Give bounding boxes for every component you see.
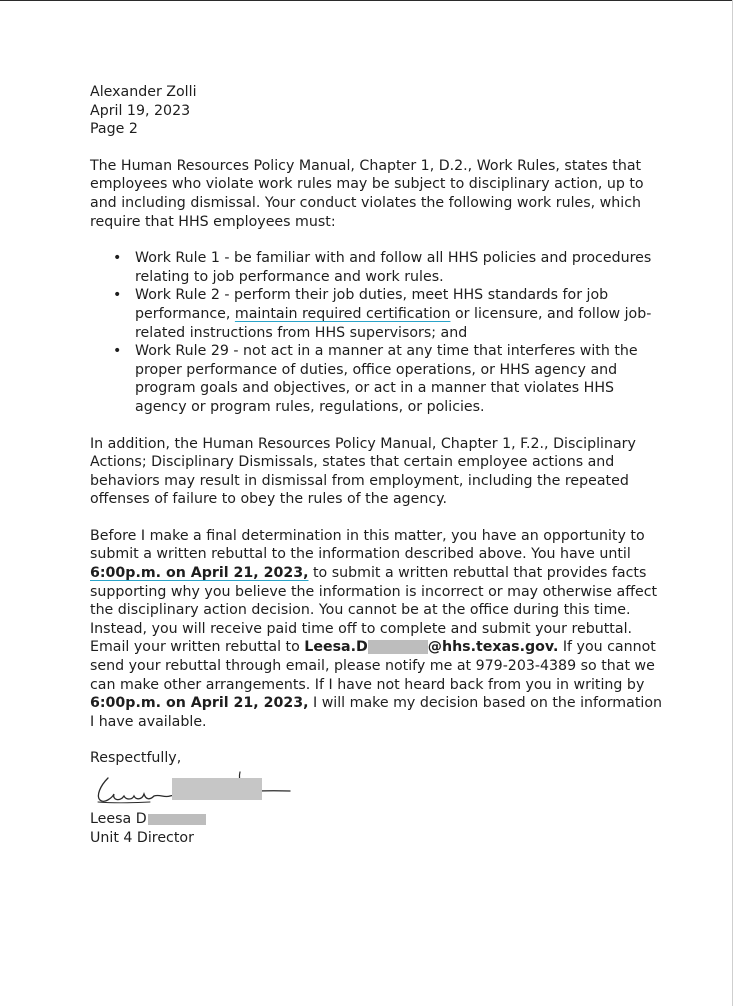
salutation: Respectfully, (90, 750, 182, 767)
signer-title: Unit 4 Director (90, 829, 194, 846)
letter-body (90, 83, 670, 847)
deadline-2: 6:00p.m. on April 21, 2023, (90, 695, 309, 712)
work-rule-2-part-b: or licensure, and follow job-related instructions from HHS supervisors; and (135, 305, 652, 341)
paragraph-rebuttal (90, 527, 670, 732)
list-item (135, 342, 670, 416)
work-rule-1: Work Rule 1 - be familiar with and follow all HHS policies and procedures relating to job performance and work rules. (135, 250, 652, 285)
letter-date: April 19, 2023 (90, 102, 191, 119)
list-item (135, 249, 670, 286)
work-rule-29: Work Rule 29 - not act in a manner at any time that interferes with the proper performance of duties, office operations, or HHS agency and program goals and objectives, or act in a manner that violates HHS agency or program rules, regulations, or policies. (135, 343, 638, 415)
rebuttal-text-a: Before I make a final determination in this matter, you have an opportunity to submit a written rebuttal to the information described above. You have until (90, 527, 645, 563)
email-address (304, 639, 558, 655)
name-redaction (148, 814, 206, 825)
paragraph-work-rules: The Human Resources Policy Manual, Chapter 1, D.2., Work Rules, states that employees who violate work rules may be subject to disciplinary action, up to and including dismissal. Your conduct violates the following work rules, which require that HHS employees must: (90, 157, 644, 230)
email-end: @hhs.texas.gov. (427, 639, 559, 656)
email-redaction (368, 640, 428, 654)
rebuttal-text-c: If you cannot send your rebuttal through email, please notify me at 979-203-4389 so that we can make other arrangements. If I have not heard back from you in writing by (90, 639, 656, 693)
rebuttal-text-b: to submit a written rebuttal that provides facts supporting why you believe the information is incorrect or may otherwise affect the disciplinary action decision. You cannot be at the office during this time. Instead, you will receive paid time off to complete and submit your rebuttal. Email your written rebuttal to (90, 565, 658, 656)
work-rule-2-underlined: maintain required certification (234, 305, 451, 322)
work-rule-2-part-a: Work Rule 2 - perform their job duties, meet HHS standards for job performance, (135, 287, 609, 322)
recipient-name: Alexander Zolli (90, 84, 197, 100)
work-rules-list (90, 249, 670, 416)
paragraph-disciplinary-actions: In addition, the Human Resources Policy Manual, Chapter 1, F.2., Disciplinary Actions; Disciplinary Dismissals, states that certain employee actions and behaviors may result in dismissal from employment, including the repeated offenses of failure to obey the rules of the agency. (90, 435, 636, 508)
signer-name-line (90, 810, 670, 829)
email-start: Leesa.D (304, 639, 368, 656)
scan-edge-top (0, 0, 733, 1)
list-item (135, 286, 670, 342)
deadline-1: 6:00p.m. on April 21, 2023, (90, 565, 309, 582)
signature-redaction (172, 778, 262, 800)
signer-name: Leesa D (90, 811, 147, 827)
rebuttal-text-d: I will make my decision based on the information I have available. (90, 695, 663, 730)
page-number: Page 2 (90, 121, 138, 138)
signature-area (90, 770, 670, 810)
